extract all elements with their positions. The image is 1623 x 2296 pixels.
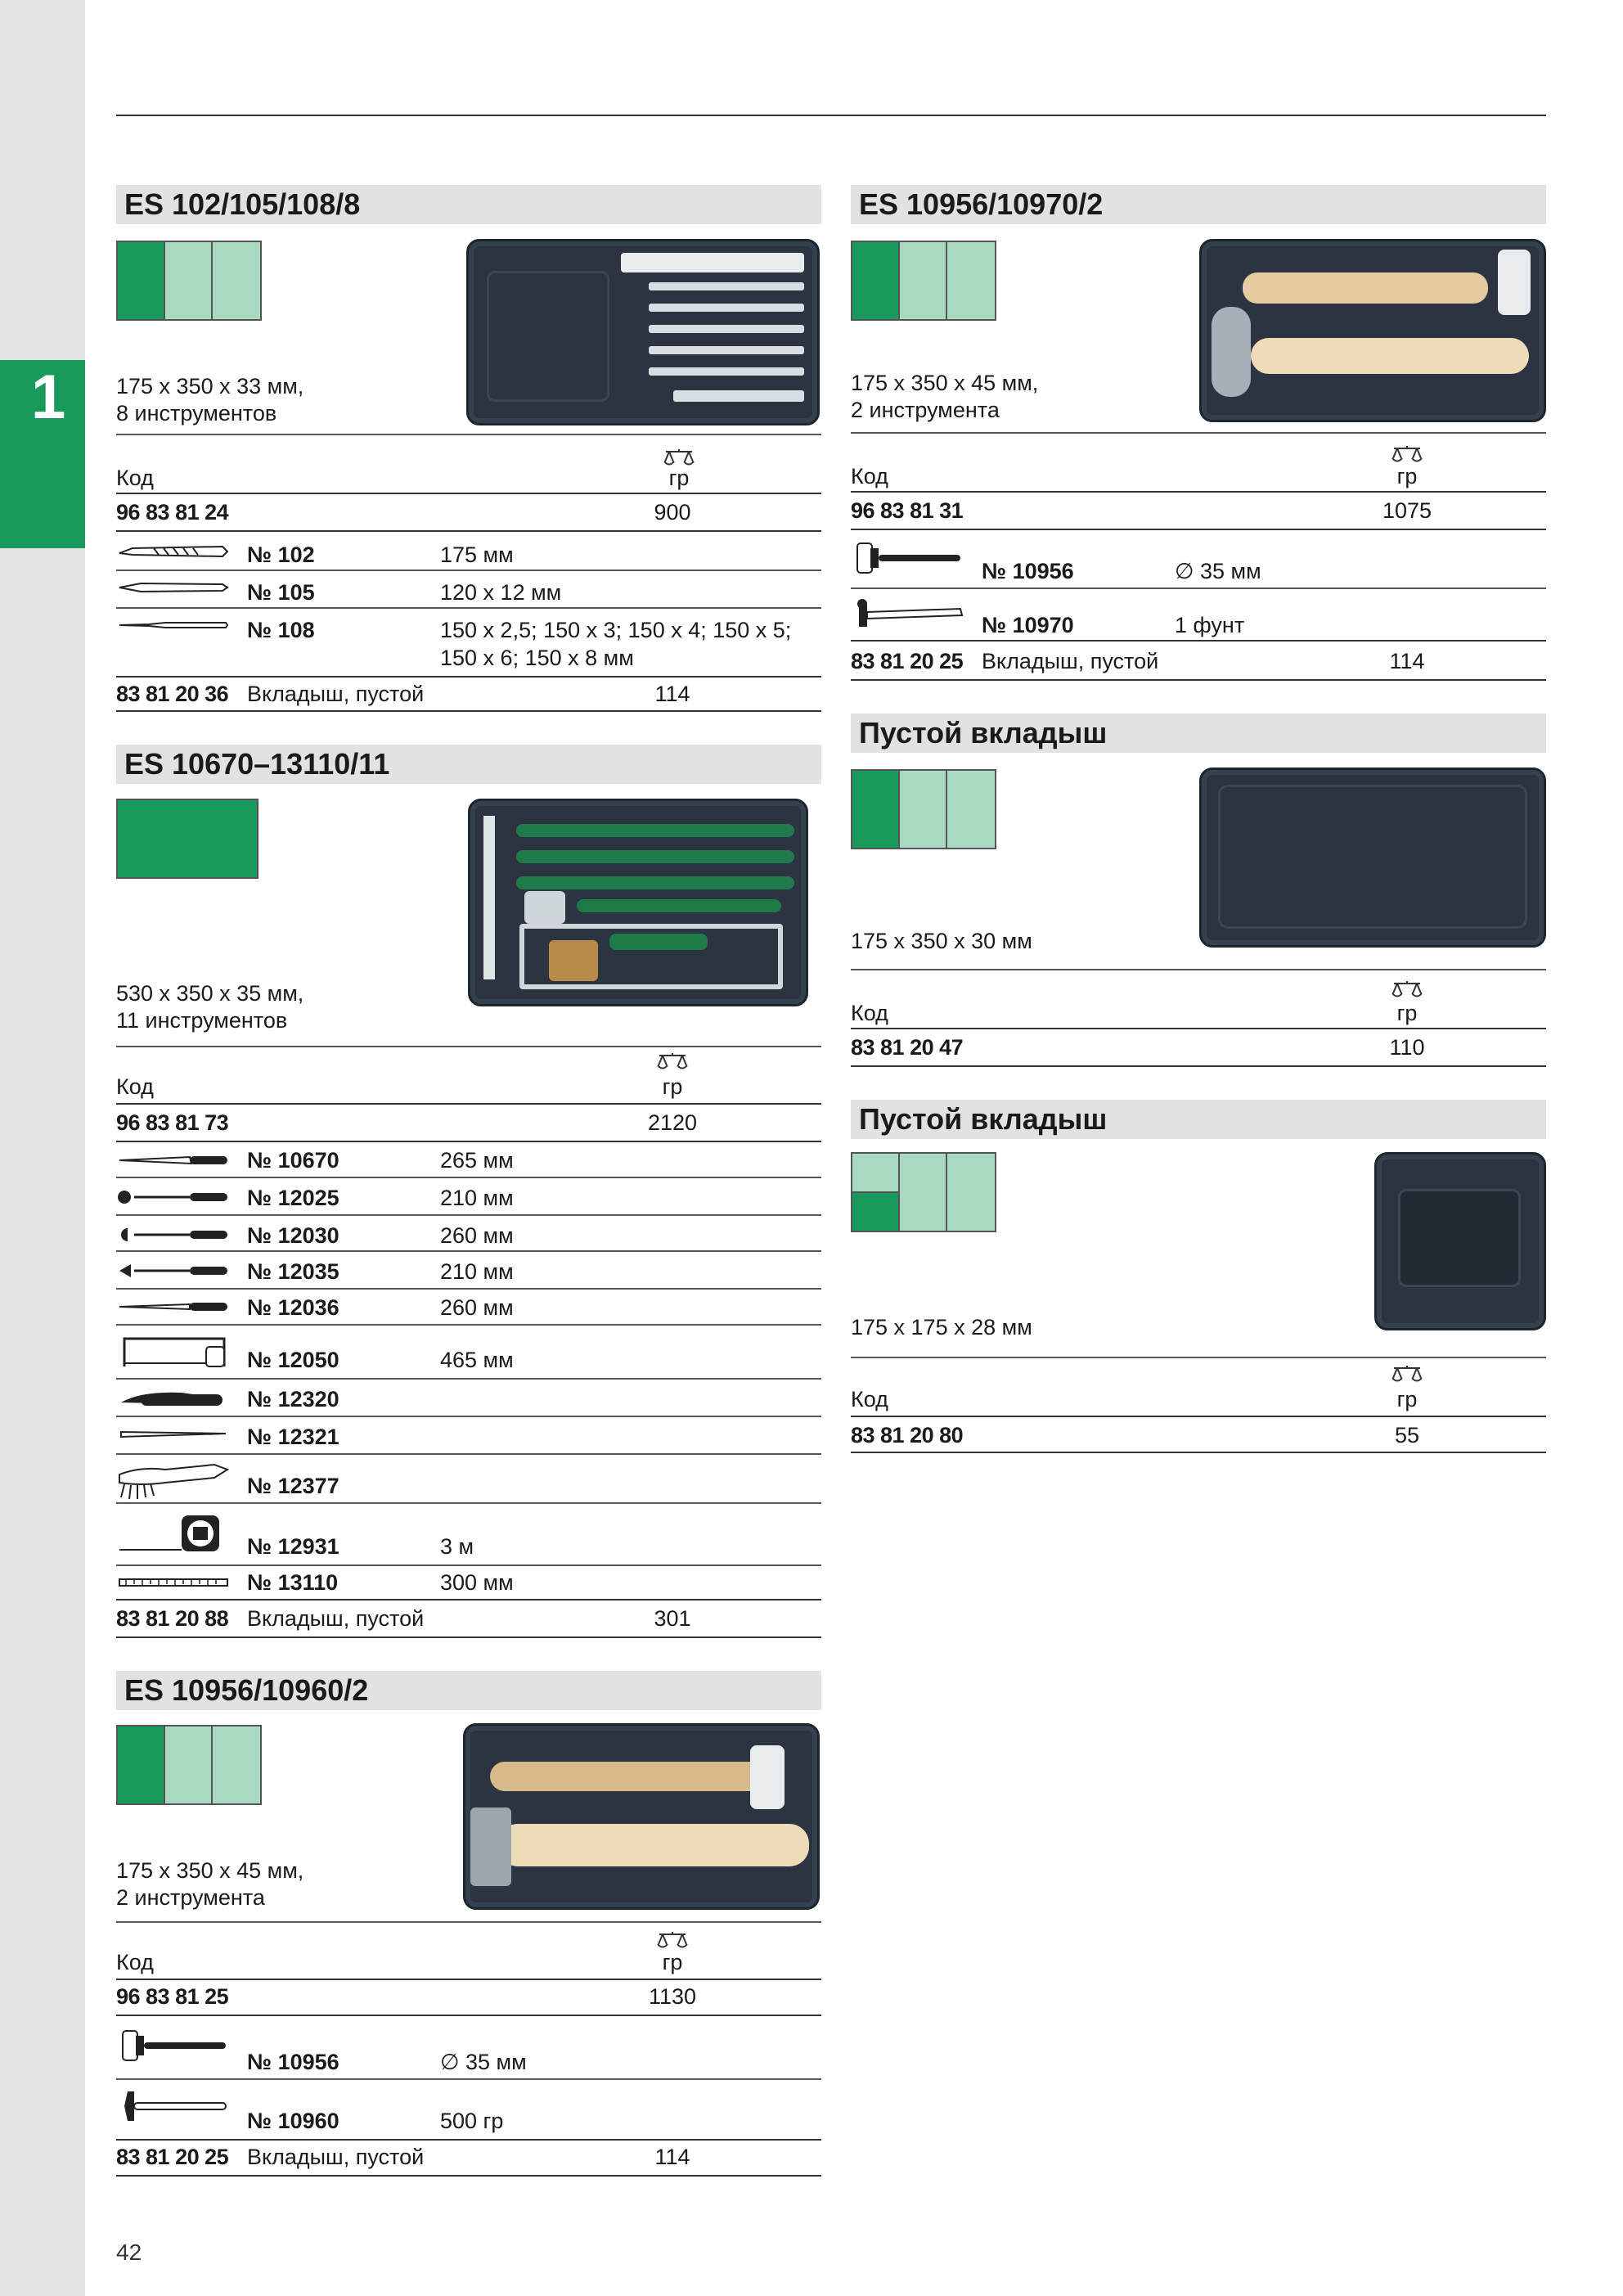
page-number: 42	[116, 2240, 142, 2265]
insert-weight: 114	[1389, 649, 1425, 673]
item-desc: 175 мм	[440, 542, 514, 567]
insert-weight: 114	[654, 682, 690, 706]
set-code: 96 83 81 31	[851, 498, 964, 523]
item-no: № 12931	[247, 1534, 339, 1559]
tray-image-hammers	[463, 1723, 820, 1910]
insert-code: 83 81 20 25	[116, 2145, 229, 2169]
set-weight: 1075	[1382, 498, 1432, 523]
insert-code: 83 81 20 88	[116, 1606, 229, 1631]
code-header: Код	[116, 1074, 154, 1099]
wire-brush-icon	[116, 1458, 231, 1501]
item-desc: ∅ 35 мм	[1175, 559, 1261, 583]
section-title: ES 102/105/108/8	[116, 185, 821, 224]
section-title: ES 10670–13110/11	[116, 745, 821, 784]
cross-cut-chisel-icon	[116, 579, 231, 596]
tray-image-empty-small	[1374, 1152, 1546, 1330]
section-title: Пустой вкладыш	[851, 1100, 1546, 1139]
item-no: № 12025	[247, 1186, 339, 1210]
section-empty-insert-small	[851, 1100, 1546, 1139]
set-weight: 900	[654, 500, 691, 524]
item-desc: 465 мм	[440, 1348, 514, 1372]
item-desc: 3 м	[440, 1534, 474, 1559]
soft-face-hammer-icon	[116, 2028, 231, 2064]
item-desc: 210 мм	[440, 1186, 514, 1210]
item-no: № 108	[247, 618, 315, 642]
knife-icon	[116, 1388, 231, 1409]
hacksaw-icon	[116, 1334, 231, 1370]
item-desc: 265 мм	[440, 1148, 514, 1173]
item-desc: 500 гр	[440, 2109, 504, 2133]
tray-image-files-hacksaw	[468, 799, 808, 1006]
item-desc: ∅ 35 мм	[440, 2050, 527, 2074]
item-desc: 260 мм	[440, 1295, 514, 1320]
item-no: № 10970	[982, 613, 1074, 637]
weight-scale-icon	[1391, 1365, 1423, 1384]
unit-header: гр	[1396, 464, 1418, 488]
triangular-file-icon	[116, 1262, 231, 1280]
item-desc-line2: 150 x 6; 150 x 8 мм	[440, 646, 634, 670]
item-no: № 12036	[247, 1295, 339, 1320]
color-swatch	[116, 1725, 262, 1805]
top-rule	[116, 115, 1546, 116]
tray-image-hammers	[1199, 239, 1546, 422]
dimensions: 175 x 350 x 45 мм, 2 инструмента	[116, 1858, 304, 1910]
section-es-10956-10960	[116, 1671, 821, 1710]
set-code: 96 83 81 73	[116, 1110, 229, 1135]
insert-weight: 110	[1389, 1035, 1425, 1060]
section-empty-insert-large	[851, 714, 1546, 753]
dimensions: 530 x 350 x 35 мм, 11 инструментов	[116, 981, 304, 1033]
insert-label: Вкладыш, пустой	[982, 649, 1159, 673]
code-header: Код	[116, 1950, 154, 1974]
code-header: Код	[851, 464, 888, 488]
item-no: № 105	[247, 580, 315, 605]
flat-file-icon	[116, 1152, 231, 1168]
item-no: № 12320	[247, 1387, 339, 1411]
item-desc: 300 мм	[440, 1570, 514, 1595]
code-header: Код	[116, 466, 154, 490]
insert-label: Вкладыш, пустой	[247, 1606, 425, 1631]
item-no: № 10670	[247, 1148, 339, 1173]
item-no: № 12030	[247, 1223, 339, 1248]
code-header: Код	[851, 1001, 888, 1025]
section-title: Пустой вкладыш	[851, 714, 1546, 753]
tray-image-chisels	[466, 239, 820, 425]
section-title: ES 10956/10970/2	[851, 185, 1546, 224]
item-no: № 10960	[247, 2109, 339, 2133]
insert-label: Вкладыш, пустой	[247, 682, 425, 706]
item-no: № 12035	[247, 1259, 339, 1284]
dimensions: 175 x 350 x 30 мм	[851, 929, 1032, 953]
item-no: № 12321	[247, 1425, 339, 1449]
item-no: № 12377	[247, 1474, 339, 1498]
pin-punch-icon	[116, 619, 231, 632]
round-file-icon	[116, 1188, 231, 1206]
dimensions: 175 x 350 x 45 мм, 2 инструмента	[851, 371, 1039, 422]
unit-header: гр	[662, 1950, 683, 1974]
tape-measure-icon	[116, 1512, 231, 1555]
section-es-102-105-108	[116, 185, 821, 224]
item-desc: 210 мм	[440, 1259, 514, 1284]
weight-scale-icon	[656, 1931, 689, 1951]
section-es-10956-10970	[851, 185, 1546, 224]
color-swatch	[851, 1152, 996, 1232]
section-es-10670-13110	[116, 745, 821, 784]
unit-header: гр	[662, 1074, 683, 1099]
blade-icon	[116, 1427, 231, 1440]
section-title: ES 10956/10960/2	[116, 1671, 821, 1710]
set-code: 96 83 81 24	[116, 500, 229, 524]
item-no: № 102	[247, 542, 315, 567]
weight-scale-icon	[656, 1052, 689, 1072]
unit-header: гр	[1396, 1001, 1418, 1025]
item-desc: 1 фунт	[1175, 613, 1245, 637]
insert-weight: 114	[654, 2145, 690, 2169]
item-no: № 12050	[247, 1348, 339, 1372]
insert-weight: 55	[1394, 1423, 1420, 1447]
item-desc: 120 x 12 мм	[440, 580, 562, 605]
color-swatch	[851, 769, 996, 849]
insert-code: 83 81 20 47	[851, 1035, 964, 1060]
insert-code: 83 81 20 36	[116, 682, 229, 706]
left-margin-strip	[0, 0, 85, 2296]
unit-header: гр	[668, 466, 690, 490]
item-no: № 10956	[247, 2050, 339, 2074]
insert-weight: 301	[654, 1606, 691, 1631]
unit-header: гр	[1396, 1387, 1418, 1411]
code-header: Код	[851, 1387, 888, 1411]
set-code: 96 83 81 25	[116, 1984, 229, 2009]
set-weight: 1130	[648, 1984, 697, 2009]
item-no: № 10956	[982, 559, 1074, 583]
chapter-number: 1	[31, 362, 66, 432]
insert-code: 83 81 20 25	[851, 649, 964, 673]
chisel-icon	[116, 542, 231, 561]
tray-image-empty	[1199, 768, 1546, 948]
ball-peen-hammer-icon	[851, 596, 965, 632]
weight-scale-icon	[1391, 445, 1423, 465]
color-swatch	[116, 241, 262, 321]
dimensions: 175 x 175 x 28 мм	[851, 1315, 1032, 1339]
color-swatch	[116, 799, 259, 879]
insert-code: 83 81 20 80	[851, 1423, 964, 1447]
item-no: № 13110	[247, 1570, 339, 1595]
soft-face-hammer-icon	[851, 540, 965, 576]
item-desc: 150 x 2,5; 150 x 3; 150 x 4; 150 x 5;	[440, 618, 792, 642]
set-weight: 2120	[647, 1110, 698, 1135]
item-desc: 260 мм	[440, 1223, 514, 1248]
machinist-hammer-icon	[116, 2088, 231, 2124]
dimensions: 175 x 350 x 33 мм, 8 инструментов	[116, 374, 304, 425]
weight-scale-icon	[1391, 980, 1423, 1000]
half-round-file-icon	[116, 1226, 231, 1244]
ruler-icon	[116, 1576, 231, 1589]
needle-file-icon	[116, 1299, 231, 1314]
color-swatch	[851, 241, 996, 321]
insert-label: Вкладыш, пустой	[247, 2145, 425, 2169]
